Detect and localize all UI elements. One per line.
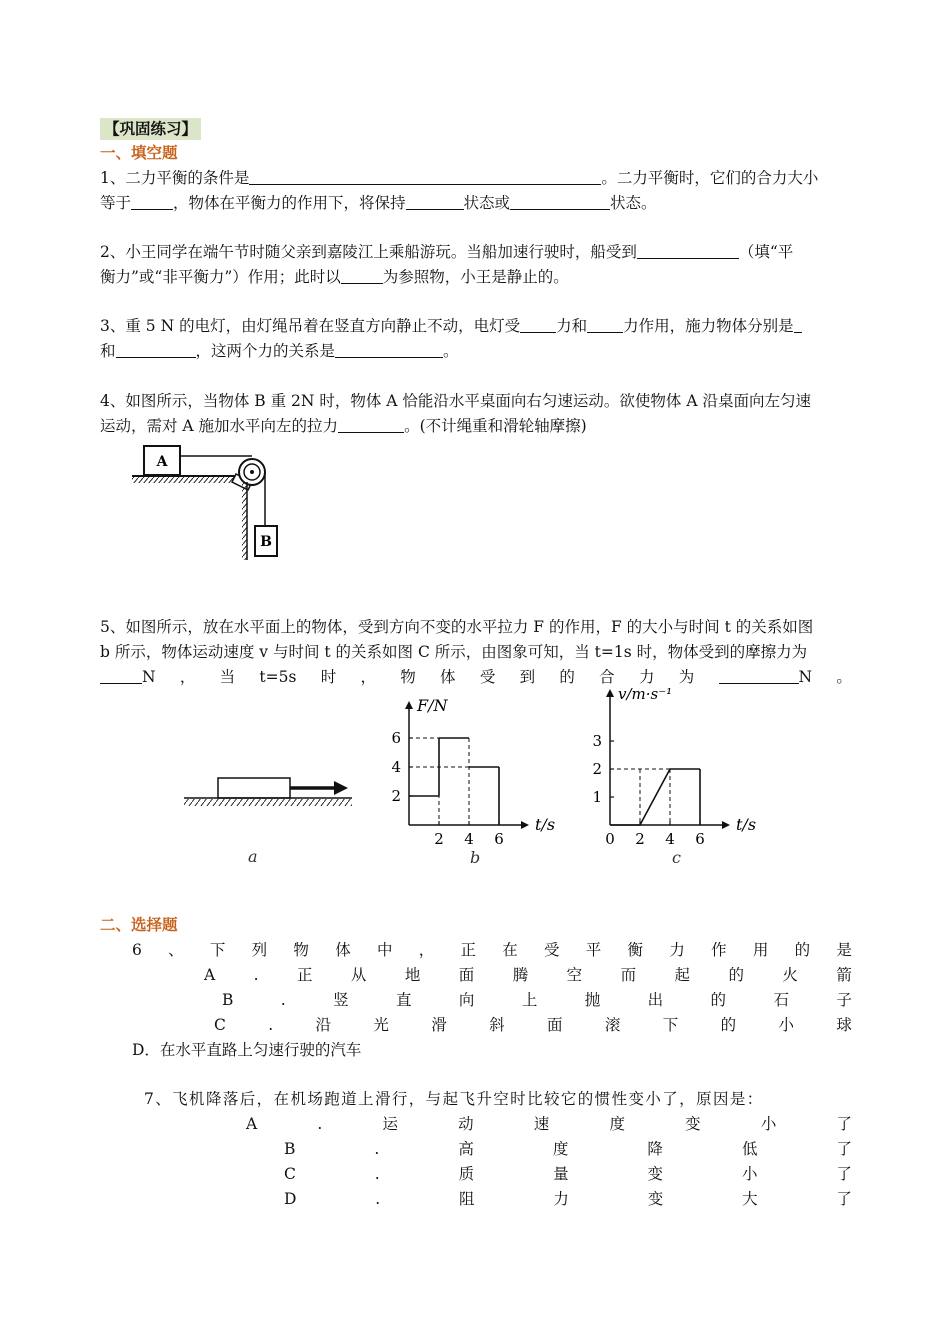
- q7d-char: 阻: [459, 1190, 475, 1208]
- q6c-char: 的: [720, 1016, 737, 1034]
- q6b-char: 抛: [584, 991, 601, 1009]
- q7a-char: 了: [836, 1115, 852, 1133]
- y-tick-label: 2: [592, 760, 602, 778]
- q6c-char: 下: [662, 1016, 679, 1034]
- q6-char: 列: [251, 941, 268, 959]
- q6c-char: 斜: [489, 1016, 505, 1034]
- q7c-char: 量: [553, 1165, 569, 1183]
- q7a-char: 小: [760, 1115, 777, 1133]
- q3-text-d: 和: [100, 342, 116, 360]
- velocity-line: [610, 769, 700, 825]
- q7a-char: .: [317, 1115, 323, 1133]
- q4-text-b: 运动，需对 A 施加水平向左的拉力: [100, 417, 339, 435]
- answer-blank[interactable]: [116, 341, 196, 358]
- q6-char: 下: [209, 941, 226, 959]
- x-tick-label: 2: [635, 830, 645, 848]
- q7b-char: 低: [741, 1140, 758, 1158]
- y-tick-label: 4: [391, 758, 401, 776]
- q5-part: 到: [519, 668, 536, 686]
- q7a-char: 运: [382, 1115, 398, 1133]
- question-1-line-1: [100, 167, 852, 189]
- question-3-line-1: [100, 315, 852, 337]
- question-5-line-2: b 所示，物体运动速度 v 与时间 t 的关系如图 C 所示，由图象可知，当 t=1s 时，物体受到的摩擦力为: [100, 643, 808, 661]
- y-tick-label: 3: [592, 732, 602, 750]
- q5-part: ，: [179, 668, 196, 686]
- q6a-char: 而: [620, 966, 637, 984]
- x-tick-label: 2: [434, 830, 444, 848]
- x-tick-label: 6: [695, 830, 705, 848]
- q6-char: 6: [132, 941, 142, 959]
- q7c-char: 了: [836, 1165, 852, 1183]
- question-5-line-1: 5、如图所示，放在水平面上的物体，受到方向不变的水平拉力 F 的作用，F 的大小与时间 t 的关系如图: [100, 618, 814, 636]
- q7b-char: 度: [552, 1140, 569, 1158]
- q2-text-a: 2、小王同学在端午节时随父亲到嘉陵江上乘船游玩。当船加速行驶时，船受到: [100, 243, 637, 261]
- q7d-char: 大: [742, 1190, 758, 1208]
- answer-blank[interactable]: [510, 193, 610, 210]
- question-2-line-2: [100, 266, 852, 288]
- x-tick-label: 6: [494, 830, 504, 848]
- q6a-char: 箭: [836, 966, 852, 984]
- q6b-char: 竖: [333, 991, 349, 1009]
- figure-a-block: [180, 770, 360, 870]
- q1-text-a: 1、二力平衡的条件是: [100, 169, 250, 187]
- question-6-option-c[interactable]: [214, 1014, 852, 1036]
- q7b-char: .: [374, 1140, 380, 1158]
- q6a-char: 起: [674, 966, 691, 984]
- ground-hatch: [184, 799, 352, 806]
- block-b-label: B: [260, 534, 272, 550]
- figure-c-label: c: [672, 848, 681, 867]
- q6-char: 、: [168, 941, 184, 959]
- q6-char: 的: [794, 941, 811, 959]
- q7b-char: 降: [647, 1140, 663, 1158]
- q6a-char: 面: [458, 966, 475, 984]
- answer-blank[interactable]: [100, 667, 142, 684]
- question-6-option-a[interactable]: [204, 964, 852, 986]
- q6a-char: .: [253, 966, 259, 984]
- q7d-char: D: [284, 1190, 297, 1208]
- answer-blank[interactable]: [520, 316, 556, 333]
- worksheet-title: 【巩固练习】: [100, 118, 201, 140]
- y-axis-arrow: [606, 689, 614, 697]
- chart-c-velocity-time: [590, 685, 790, 870]
- x-tick-label: 4: [464, 830, 474, 848]
- section-multiple-choice: 二、选择题: [100, 915, 178, 934]
- q6b-char: 直: [396, 991, 412, 1009]
- question-7-option-d[interactable]: [284, 1188, 852, 1210]
- q6c-char: 滑: [431, 1016, 447, 1034]
- x-tick-label: 0: [605, 830, 615, 848]
- q1-text-b: 。二力平衡时，它们的合力大小: [601, 169, 819, 187]
- x-tick-label: 4: [665, 830, 675, 848]
- q6b-char: B: [222, 991, 234, 1009]
- q4-text-c: 。(不计绳重和滑轮轴摩擦): [404, 417, 587, 435]
- q6-char: 衡: [627, 941, 644, 959]
- q6a-char: 火: [782, 966, 798, 984]
- q6-char: 物: [293, 941, 309, 959]
- q6a-char: 空: [566, 966, 583, 984]
- q6b-char: 的: [710, 991, 727, 1009]
- y-tick-label: 6: [391, 729, 401, 747]
- q6b-char: 出: [647, 991, 664, 1009]
- q7a-char: 变: [685, 1115, 701, 1133]
- q1-text-e: 状态或: [463, 194, 511, 212]
- q6a-char: A: [204, 966, 216, 984]
- q1-text-d: ，物体在平衡力的作用下，将保持: [173, 194, 406, 212]
- q6-char: 是: [836, 941, 852, 959]
- q5-part: 物: [400, 668, 416, 686]
- q3-text-b: 力和: [556, 317, 588, 335]
- force-arrow-head: [334, 781, 348, 795]
- question-7-option-a[interactable]: [246, 1113, 852, 1135]
- q5-part: 。: [836, 668, 852, 686]
- y-axis-label: F/N: [417, 696, 448, 715]
- q6-char: 体: [335, 941, 351, 959]
- x-axis-arrow: [722, 821, 730, 829]
- q7c-char: 变: [647, 1165, 664, 1183]
- q6b-char: .: [280, 991, 286, 1009]
- q5-part: 时: [320, 668, 337, 686]
- q5-part: 体: [440, 668, 456, 686]
- q7a-char: 度: [609, 1115, 625, 1133]
- q6c-char: .: [268, 1016, 274, 1034]
- answer-blank[interactable]: [338, 416, 404, 433]
- q6b-char: 上: [521, 991, 538, 1009]
- q3-text-c: 力作用，施力物体分别是: [623, 317, 794, 335]
- block: [218, 778, 290, 798]
- q1-text-c: 等于: [100, 194, 132, 212]
- q7d-char: .: [375, 1190, 381, 1208]
- answer-blank[interactable]: [249, 168, 601, 185]
- q6b-char: 子: [836, 991, 852, 1009]
- q3-text-e: ，这两个力的关系是: [195, 342, 336, 360]
- question-6-option-d[interactable]: D．在水平直路上匀速行驶的汽车: [132, 1041, 362, 1059]
- q5-part: 为: [678, 668, 695, 686]
- q5-part: 合: [599, 668, 615, 686]
- q6-char: 中: [376, 941, 393, 959]
- q6c-char: 滚: [604, 1016, 621, 1034]
- pulley-figure: [128, 442, 288, 564]
- y-axis-arrow: [405, 701, 413, 709]
- answer-blank[interactable]: [587, 316, 623, 333]
- pulley-axle: [250, 470, 254, 474]
- question-7-option-c[interactable]: [284, 1163, 852, 1185]
- q7c-char: C: [284, 1165, 296, 1183]
- answer-blank[interactable]: [131, 193, 173, 210]
- q7c-char: 质: [458, 1165, 475, 1183]
- answer-blank[interactable]: [719, 667, 799, 684]
- figure-b-label: b: [470, 848, 481, 867]
- q6a-char: 从: [350, 966, 367, 984]
- q6-char: 正: [460, 941, 476, 959]
- q6c-char: 光: [373, 1016, 389, 1034]
- q6a-char: 的: [728, 966, 744, 984]
- q7b-char: 高: [458, 1140, 474, 1158]
- q6c-char: 球: [836, 1016, 852, 1034]
- q7d-char: 变: [647, 1190, 664, 1208]
- y-tick-label: 2: [391, 787, 401, 805]
- q7c-char: .: [374, 1165, 380, 1183]
- q5-part: 力: [638, 668, 655, 686]
- y-axis-label: v/m·s⁻¹: [618, 685, 673, 703]
- q5-part: 受: [479, 668, 496, 686]
- q6c-char: 沿: [315, 1016, 332, 1034]
- q6b-char: 石: [773, 991, 789, 1009]
- chart-b-force-time: [375, 685, 575, 870]
- answer-blank[interactable]: [335, 341, 443, 358]
- q6-char: 平: [585, 941, 602, 959]
- q7a-char: 速: [533, 1115, 550, 1133]
- q7a-char: 动: [458, 1115, 474, 1133]
- q7b-char: B: [284, 1140, 296, 1158]
- answer-blank[interactable]: [341, 267, 383, 284]
- q3-text-f: 。: [443, 342, 459, 360]
- figure-a-label: a: [248, 847, 258, 866]
- q6-char: ，: [418, 941, 435, 959]
- q6-char: 作: [711, 941, 727, 959]
- question-6-stem: [132, 939, 852, 961]
- q7d-char: 力: [553, 1190, 569, 1208]
- q7a-char: A: [246, 1115, 258, 1133]
- q6-char: 在: [502, 941, 518, 959]
- question-4-line-1: 4、如图所示，当物体 B 重 2N 时，物体 A 恰能沿水平桌面向右匀速运动。欲使物体 A 沿桌面向左匀速: [100, 392, 811, 410]
- q6a-char: 腾: [512, 966, 529, 984]
- question-2-line-1: [100, 241, 852, 263]
- x-axis-label: t/s: [736, 815, 757, 834]
- question-4-line-2: [100, 415, 852, 437]
- q7b-char: 了: [836, 1140, 852, 1158]
- answer-blank[interactable]: [794, 316, 802, 333]
- question-7-option-b[interactable]: [284, 1138, 852, 1160]
- q6-char: 用: [752, 941, 769, 959]
- q6-char: 受: [544, 941, 560, 959]
- q6c-char: 小: [778, 1016, 795, 1034]
- q1-text-f: 状态。: [610, 194, 657, 212]
- q6a-char: 地: [404, 966, 421, 984]
- q6-char: 力: [669, 941, 685, 959]
- q2-text-c: 衡力”或“非平衡力”）作用；此时以: [100, 268, 341, 286]
- q6b-char: 向: [458, 991, 475, 1009]
- q5-part: N: [142, 668, 156, 686]
- q5-part: 当: [219, 668, 236, 686]
- question-1-line-2: [100, 192, 852, 214]
- q7c-char: 小: [741, 1165, 758, 1183]
- answer-blank[interactable]: [406, 193, 464, 210]
- q2-text-d: 为参照物，小王是静止的。: [382, 268, 569, 286]
- answer-blank[interactable]: [637, 242, 739, 259]
- q6a-char: 正: [296, 966, 313, 984]
- q5-part: ，: [360, 668, 376, 686]
- q6c-char: 面: [547, 1016, 563, 1034]
- q7d-char: 了: [836, 1190, 852, 1208]
- q5-part: 的: [559, 668, 575, 686]
- section-fill-blank: 一、填空题: [100, 143, 178, 162]
- block-a-label: A: [156, 454, 168, 470]
- y-tick-label: 1: [592, 788, 602, 806]
- q5-part: t=5s: [259, 668, 297, 686]
- question-3-line-2: [100, 340, 852, 362]
- q5-part: N: [798, 668, 813, 686]
- q3-text-a: 3、重 5 N 的电灯，由灯绳吊着在竖直方向静止不动，电灯受: [100, 317, 521, 335]
- q6c-char: C: [214, 1016, 226, 1034]
- table-hatch: [132, 477, 244, 483]
- x-axis-label: t/s: [535, 815, 556, 834]
- x-axis-arrow: [521, 821, 529, 829]
- question-6-option-b[interactable]: [222, 989, 852, 1011]
- q2-text-b: （填“平: [738, 243, 794, 261]
- question-7-stem: 7、飞机降落后，在机场跑道上滑行，与起飞升空时比较它的惯性变小了，原因是：: [144, 1090, 764, 1108]
